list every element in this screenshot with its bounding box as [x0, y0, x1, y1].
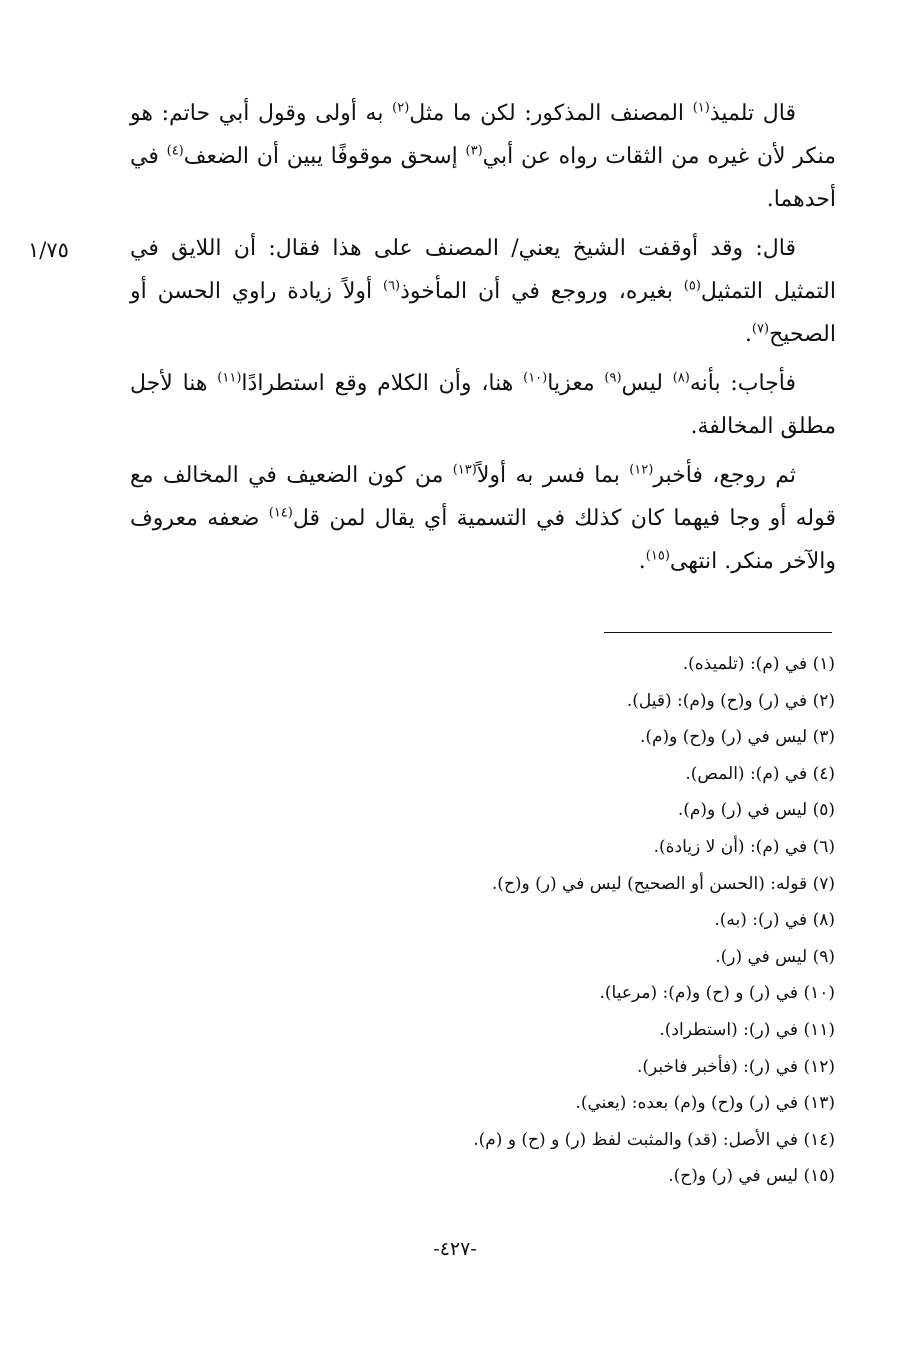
- footnotes-list: [300, 646, 835, 1195]
- footnote-item: (١٠) في (ر) و (ح) و(م): (مرعيا).: [599, 983, 835, 1004]
- footnote-marker[interactable]: (٢): [392, 100, 410, 116]
- footnote-marker[interactable]: (١٤): [268, 505, 293, 521]
- text-segment: قال: وقد أوقفت الشيخ يعني/ المصنف على هذا فقال: أن اللايق في التمثيل التمثيل: [130, 236, 836, 304]
- footnote-item: (١) في (م): (تلميذه).: [682, 654, 835, 674]
- footnote-item: (١٢) في (ر): (فأخبر فاخبر).: [637, 1056, 835, 1077]
- footnote-marker[interactable]: (٦): [382, 278, 401, 294]
- footnote-marker[interactable]: (١): [692, 100, 710, 116]
- text-segment: هنا، وأن الكلام وقع استطرادًا: [241, 371, 524, 396]
- footnote-item: (٣) ليس في (ر) و(ح) و(م).: [639, 727, 835, 748]
- main-text: [130, 92, 836, 589]
- text-segment: إسحق موقوفًا يبين أن الضعف: [183, 144, 466, 169]
- footnote-item: (٦) في (م): (أن لا زيادة).: [653, 836, 835, 857]
- footnote-item: (١٤) في الأصل: (قد) والمثبت لفظ (ر) و (ح) و (م).: [473, 1129, 835, 1150]
- body-paragraph: [130, 362, 836, 448]
- text-segment: هنا لأجل مطلق المخالفة.: [130, 371, 836, 439]
- footnote-item: (١٥) ليس في (ر) و(ح).: [668, 1166, 835, 1187]
- body-paragraph: [130, 227, 836, 356]
- footnote-item: (٥) ليس في (ر) و(م).: [677, 800, 835, 821]
- text-segment: قال تلميذ: [709, 101, 796, 126]
- text-segment: بغيره، وروجع في أن المأخوذ: [400, 279, 684, 304]
- footnote-marker[interactable]: (٥): [683, 278, 701, 294]
- text-segment: .: [638, 549, 646, 574]
- footnote-item: (١٣) في (ر) و(ح) و(م) بعده: (يعني).: [575, 1093, 835, 1114]
- text-segment: معزيا: [547, 371, 605, 396]
- footnote-marker[interactable]: (١١): [217, 370, 242, 386]
- body-paragraph: [130, 92, 836, 221]
- text-segment: .: [744, 322, 752, 347]
- footnote-item: (٩) ليس في (ر).: [715, 946, 835, 967]
- footnote-marker[interactable]: (١٢): [629, 462, 654, 478]
- text-segment: المصنف المذكور: لكن ما مثل: [409, 101, 693, 126]
- footnote-item: (٧) قوله: (الحسن أو الصحيح) ليس في (ر) و(ح).: [491, 873, 835, 894]
- text-segment: أولاً زيادة راوي الحسن أو الصحيح: [130, 279, 836, 347]
- text-segment: بما فسر به أولاً: [476, 463, 630, 488]
- page-number: -٤٢٧-: [433, 1238, 477, 1260]
- body-paragraph: [130, 454, 836, 583]
- text-segment: ليس: [621, 371, 673, 396]
- footnote-marker[interactable]: (١٠): [523, 370, 548, 386]
- footnote-separator: [604, 632, 832, 633]
- footnote-marker[interactable]: (٧): [751, 321, 770, 337]
- text-segment: ثم روجع، فأخبر: [653, 463, 796, 488]
- footnote-marker[interactable]: (٣): [465, 143, 483, 159]
- manuscript-folio-reference: ١/٧٥: [28, 238, 69, 262]
- text-segment: من كون الضعيف في المخالف مع قوله أو وجا فيهما كان كذلك في التسمية أي يقال لمن قل: [130, 463, 836, 531]
- footnote-marker[interactable]: (١٣): [452, 462, 477, 478]
- text-segment: به أولى وقول أبي حاتم: هو منكر لأن غيره من الثقات رواه عن أبي: [130, 101, 836, 169]
- footnote-item: (٤) في (م): (المص).: [685, 763, 835, 784]
- footnote-item: (١١) في (ر): (استطراد).: [659, 1019, 835, 1040]
- text-segment: في أحدهما.: [130, 144, 836, 212]
- footnote-marker[interactable]: (٩): [604, 370, 622, 386]
- text-segment: ضعفه معروف والآخر منكر. انتهى: [130, 506, 836, 574]
- footnote-marker[interactable]: (١٥): [645, 548, 670, 564]
- footnote-marker[interactable]: (٤): [166, 143, 184, 159]
- footnote-item: (٨) في (ر): (به).: [714, 910, 835, 931]
- footnote-item: (٢) في (ر) و(ح) و(م): (قيل).: [626, 690, 835, 711]
- footnote-marker[interactable]: (٨): [672, 370, 690, 386]
- text-segment: فأجاب: بأنه: [689, 371, 796, 396]
